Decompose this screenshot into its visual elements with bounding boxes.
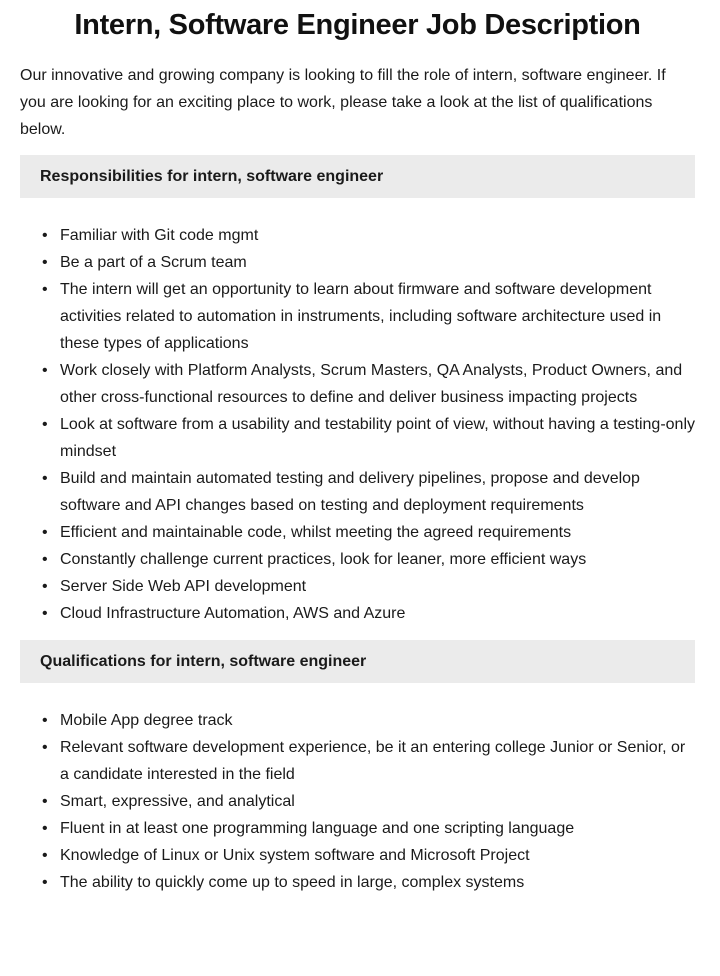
- responsibility-item: • Build and maintain automated testing and delivery pipelines, propose and develop software and API changes based on testing and deployment requirements: [20, 465, 695, 519]
- qualification-item: • Smart, expressive, and analytical: [20, 788, 695, 815]
- responsibility-item: • Cloud Infrastructure Automation, AWS and Azure: [20, 600, 695, 627]
- responsibility-item: • Look at software from a usability and testability point of view, without having a testing-only mindset: [20, 411, 695, 465]
- qualification-item: • Relevant software development experience, be it an entering college Junior or Senior, or a candidate interested in the field: [20, 734, 695, 788]
- responsibility-item: • Efficient and maintainable code, whilst meeting the agreed requirements: [20, 519, 695, 546]
- qualification-item: • Knowledge of Linux or Unix system software and Microsoft Project: [20, 842, 695, 869]
- responsibility-item: • Server Side Web API development: [20, 573, 695, 600]
- qualification-item: • Fluent in at least one programming language and one scripting language: [20, 815, 695, 842]
- intro-paragraph: Our innovative and growing company is looking to fill the role of intern, software engineer. If you are looking for an exciting place to work, please take a look at the list of qualifications below.: [20, 67, 666, 138]
- responsibility-item: • Work closely with Platform Analysts, Scrum Masters, QA Analysts, Product Owners, and other cross-functional resources to define and deliver business impacting projects: [20, 357, 695, 411]
- responsibility-item: • Familiar with Git code mgmt: [20, 222, 695, 249]
- section-heading-qualifications: Qualifications for intern, software engineer: [20, 640, 695, 683]
- responsibility-item: • The intern will get an opportunity to learn about firmware and software development activities related to automation in instruments, including software architecture used in these types of applications: [20, 276, 695, 357]
- responsibility-item: • Be a part of a Scrum team: [20, 249, 695, 276]
- page-title: Intern, Software Engineer Job Description: [74, 9, 641, 41]
- qualification-item: • The ability to quickly come up to speed in large, complex systems: [20, 869, 695, 896]
- responsibility-item: • Constantly challenge current practices, look for leaner, more efficient ways: [20, 546, 695, 573]
- qualifications-list: [20, 707, 695, 896]
- section-heading-responsibilities: Responsibilities for intern, software engineer: [20, 155, 695, 198]
- qualification-item: • Mobile App degree track: [20, 707, 695, 734]
- responsibilities-list: [20, 222, 695, 627]
